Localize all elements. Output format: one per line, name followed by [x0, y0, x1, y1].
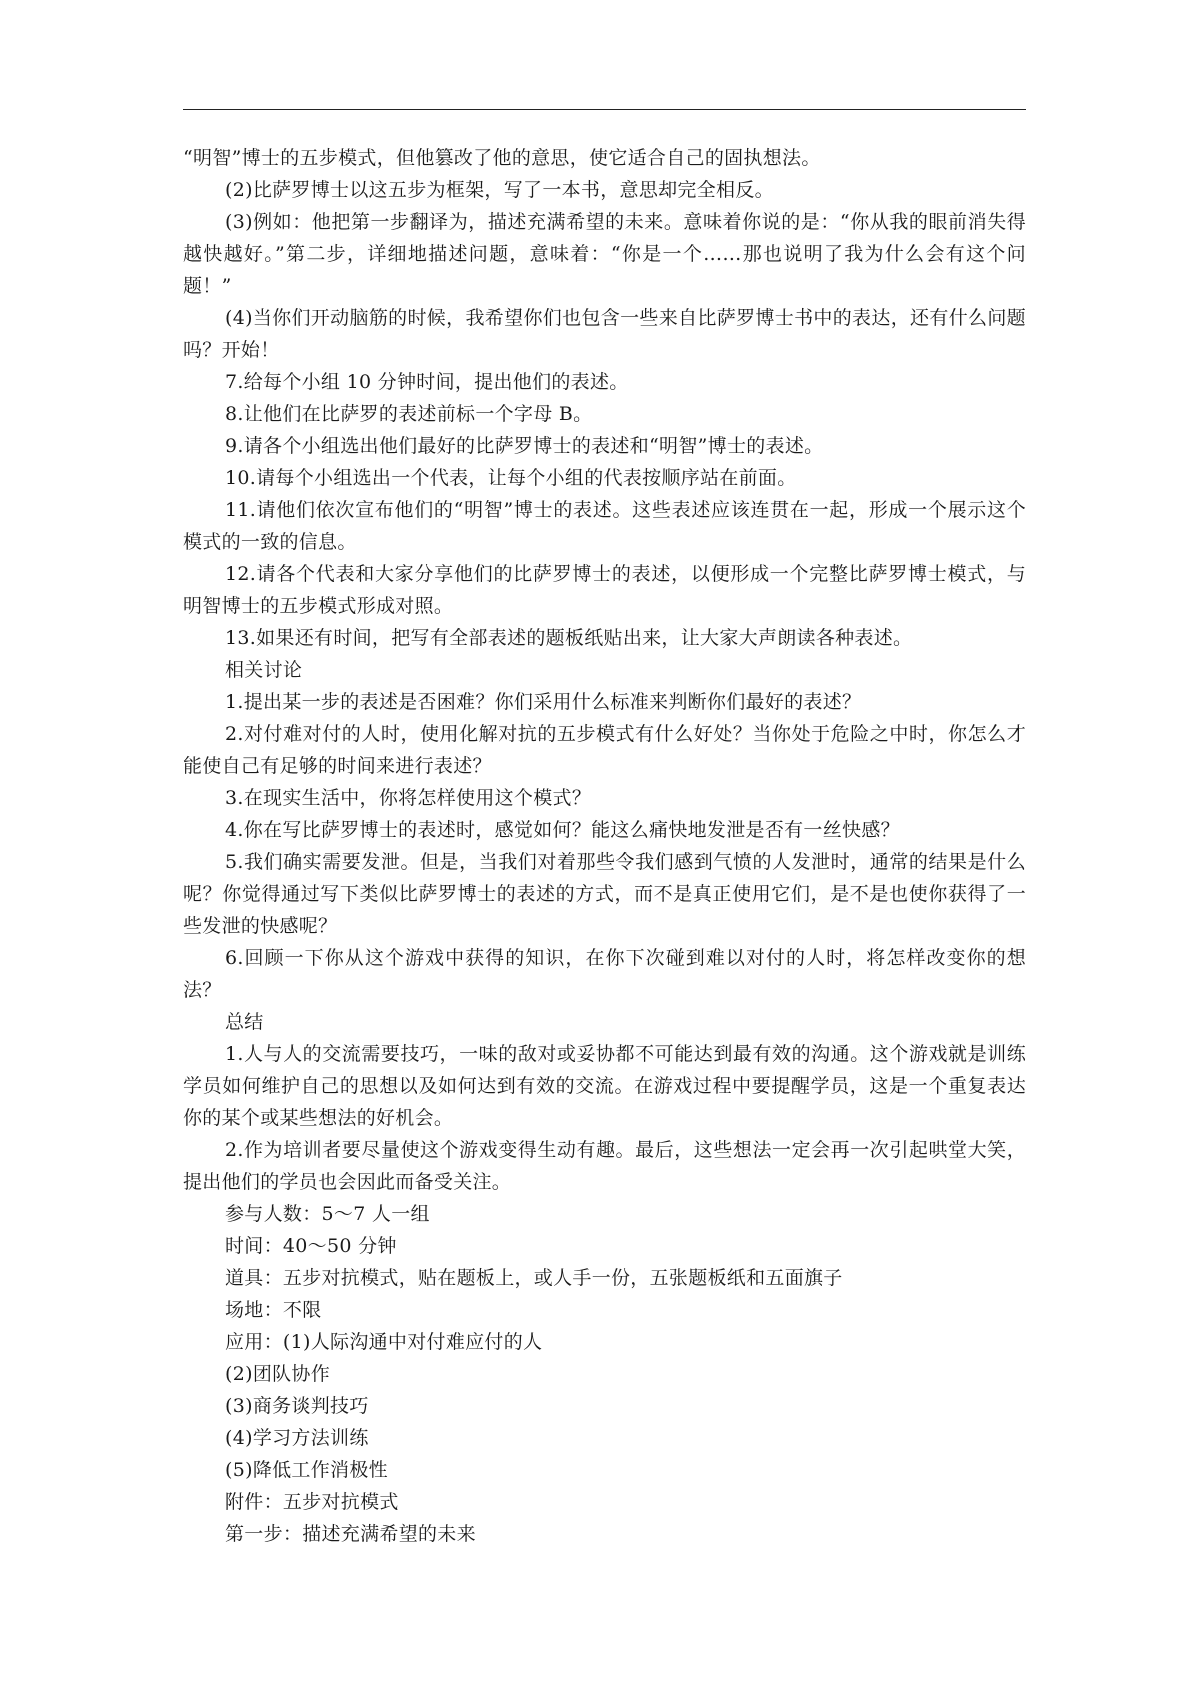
paragraph: 6.回顾一下你从这个游戏中获得的知识，在你下次碰到难以对付的人时，将怎样改变你的想法？	[183, 947, 1026, 1001]
paragraph: “明智”博士的五步模式，但他篡改了他的意思，使它适合自己的固执想法。	[183, 147, 821, 169]
paragraph: (2)团队协作	[225, 1363, 331, 1385]
paragraph: 第一步：描述充满希望的未来	[225, 1523, 476, 1545]
paragraph: 8.让他们在比萨罗的表述前标一个字母 B。	[225, 403, 593, 425]
paragraph: 总结	[225, 1011, 264, 1033]
paragraph: 时间：40～50 分钟	[225, 1235, 397, 1257]
paragraph: 11.请他们依次宣布他们的“明智”博士的表述。这些表述应该连贯在一起，形成一个展示这个模式的一致的信息。	[183, 499, 1026, 553]
paragraph: 道具：五步对抗模式，贴在题板上，或人手一份，五张题板纸和五面旗子	[225, 1267, 843, 1289]
paragraph: (3)例如：他把第一步翻译为，描述充满希望的未来。意味着你说的是：“你从我的眼前消失得越快越好。”第二步，详细地描述问题，意味着：“你是一个……那也说明了我为什么会有这个问题！”	[183, 211, 1026, 297]
paragraph: 2.作为培训者要尽量使这个游戏变得生动有趣。最后，这些想法一定会再一次引起哄堂大笑，提出他们的学员也会因此而备受关注。	[183, 1139, 1026, 1193]
paragraph: 9.请各个小组选出他们最好的比萨罗博士的表述和“明智”博士的表述。	[225, 435, 824, 457]
paragraph: 3.在现实生活中，你将怎样使用这个模式？	[225, 787, 592, 809]
paragraph: 7.给每个小组 10 分钟时间，提出他们的表述。	[225, 371, 629, 393]
paragraph: (5)降低工作消极性	[225, 1459, 388, 1481]
header-rule	[183, 109, 1026, 110]
paragraph: (4)当你们开动脑筋的时候，我希望你们也包含一些来自比萨罗博士书中的表达，还有什么问题吗？开始！	[183, 307, 1026, 361]
paragraph: 相关讨论	[225, 659, 303, 681]
paragraph: 13.如果还有时间，把写有全部表述的题板纸贴出来，让大家大声朗读各种表述。	[225, 627, 913, 649]
paragraph: (4)学习方法训练	[225, 1427, 369, 1449]
paragraph: 4.你在写比萨罗博士的表述时，感觉如何？能这么痛快地发泄是否有一丝快感？	[225, 819, 900, 841]
paragraph: 12.请各个代表和大家分享他们的比萨罗博士的表述，以便形成一个完整比萨罗博士模式，与明智博士的五步模式形成对照。	[183, 563, 1026, 617]
paragraph: 1.人与人的交流需要技巧，一味的敌对或妥协都不可能达到最有效的沟通。这个游戏就是训练学员如何维护自己的思想以及如何达到有效的交流。在游戏过程中要提醒学员，这是一个重复表达你的某个或某些想法的好机会。	[183, 1043, 1026, 1129]
document-body	[183, 142, 1026, 1550]
paragraph: 应用：(1)人际沟通中对付难应付的人	[225, 1331, 543, 1353]
paragraph: 2.对付难对付的人时，使用化解对抗的五步模式有什么好处？当你处于危险之中时，你怎么才能使自己有足够的时间来进行表述？	[183, 723, 1026, 777]
paragraph: 1.提出某一步的表述是否困难？你们采用什么标准来判断你们最好的表述？	[225, 691, 862, 713]
paragraph: 参与人数：5～7 人一组	[225, 1203, 430, 1225]
paragraph: 场地：不限	[225, 1299, 322, 1321]
paragraph: (3)商务谈判技巧	[225, 1395, 369, 1417]
paragraph: 5.我们确实需要发泄。但是，当我们对着那些令我们感到气愤的人发泄时，通常的结果是什么呢？你觉得通过写下类似比萨罗博士的表述的方式，而不是真正使用它们，是不是也使你获得了一些发泄的快感呢？	[183, 851, 1026, 937]
paragraph: (2)比萨罗博士以这五步为框架，写了一本书，意思却完全相反。	[225, 179, 774, 201]
paragraph: 10.请每个小组选出一个代表，让每个小组的代表按顺序站在前面。	[225, 467, 797, 489]
paragraph: 附件：五步对抗模式	[225, 1491, 399, 1513]
